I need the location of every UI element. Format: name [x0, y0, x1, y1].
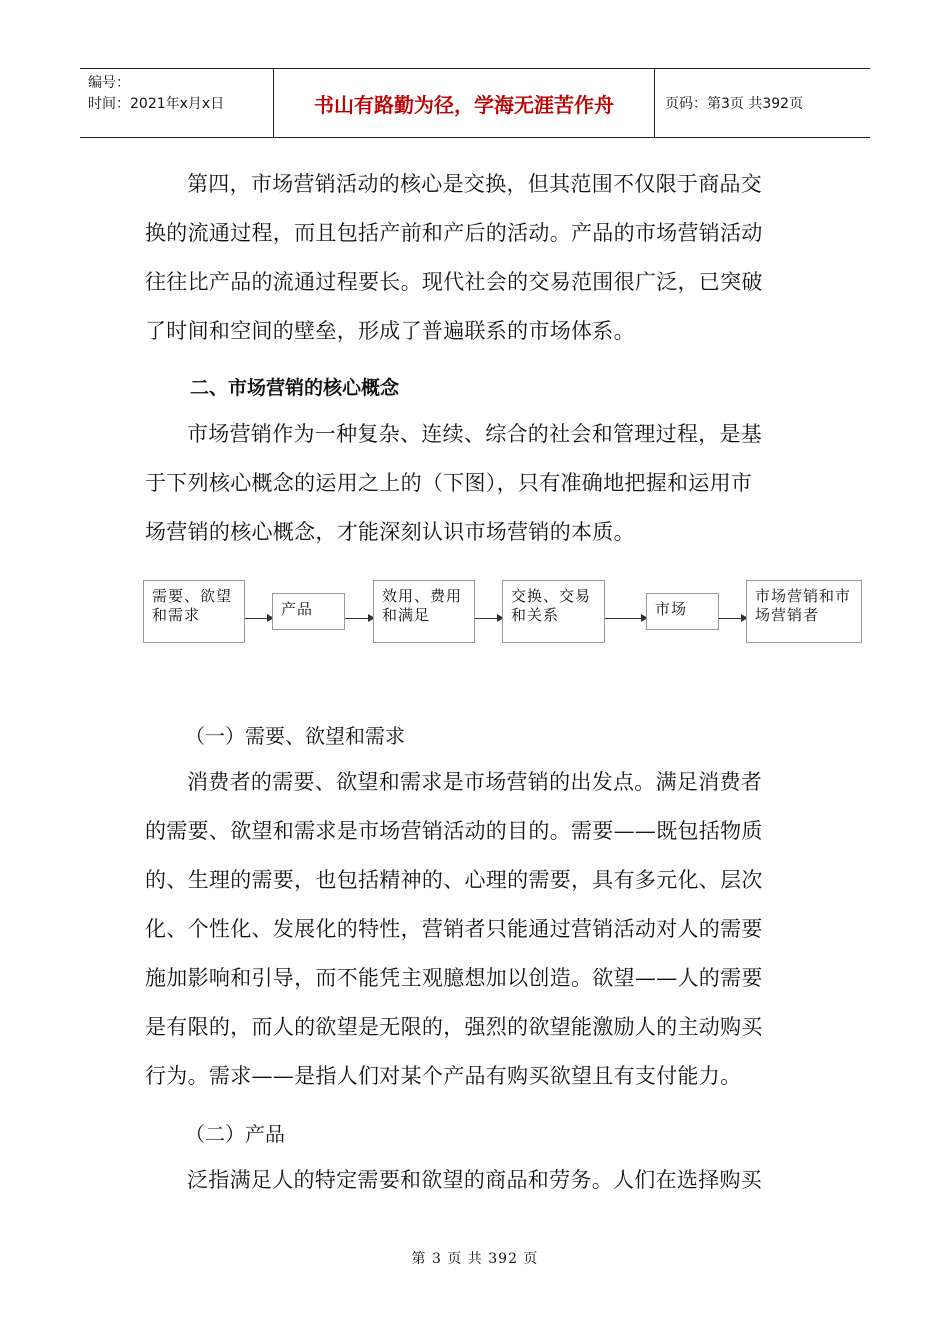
text-line: 市场营销作为一种复杂、连续、综合的社会和管理过程，是基	[187, 422, 763, 446]
text-line: 化、个性化、发展化的特性，营销者只能通过营销活动对人的需要	[145, 917, 763, 941]
flow-arrow	[245, 618, 272, 619]
text-line: 场营销的核心概念，才能深刻认识市场营销的本质。	[145, 520, 635, 544]
paragraph-3	[145, 758, 810, 1101]
flow-box-marketers: 市场营销和市场营销者	[746, 580, 862, 643]
header-page-info: 页码：第3页 共392页	[665, 96, 804, 112]
flow-box-utility: 效用、费用和满足	[373, 580, 475, 643]
text-line: 的、生理的需要，也包括精神的、心理的需要，具有多元化、层次	[145, 868, 763, 892]
text-line: 施加影响和引导，而不能凭主观臆想加以创造。欲望——人的需要	[145, 966, 763, 990]
paragraph-2	[145, 410, 810, 557]
text-line: 消费者的需要、欲望和需求是市场营销的出发点。满足消费者	[187, 770, 763, 794]
flow-box-exchange: 交换、交易和关系	[502, 580, 605, 643]
flow-box-market: 市场	[646, 593, 719, 630]
text-line: 的需要、欲望和需求是市场营销活动的目的。需要——既包括物质	[145, 819, 763, 843]
flow-arrow	[605, 618, 646, 619]
header-meta	[80, 69, 274, 137]
text-line: 泛指满足人的特定需要和欲望的商品和劳务。人们在选择购买	[187, 1168, 763, 1192]
text-line: 往往比产品的流通过程要长。现代社会的交易范围很广泛，已突破	[145, 270, 763, 294]
flow-arrow	[719, 618, 746, 619]
flow-arrow	[345, 618, 373, 619]
subheading-needs: （一）需要、欲望和需求	[185, 724, 405, 748]
flow-box-needs: 需要、欲望和需求	[143, 580, 245, 643]
text-line: 行为。需求——是指人们对某个产品有购买欲望且有支付能力。	[145, 1064, 742, 1088]
page-footer: 第 3 页 共 392 页	[411, 1251, 539, 1267]
subheading-product: （二）产品	[185, 1122, 285, 1146]
flow-arrow	[475, 618, 502, 619]
paragraph-4	[145, 1156, 810, 1205]
number-label: 编号：	[88, 75, 130, 91]
text-line: 了时间和空间的壁垒，形成了普遍联系的市场体系。	[145, 319, 635, 343]
flow-box-product: 产品	[272, 593, 345, 630]
text-line: 于下列核心概念的运用之上的（下图），只有准确地把握和运用市	[145, 471, 753, 495]
text-line: 第四，市场营销活动的核心是交换，但其范围不仅限于商品交	[187, 172, 763, 196]
text-line: 换的流通过程，而且包括产前和产后的活动。产品的市场营销活动	[145, 221, 763, 245]
text-line: 是有限的，而人的欲望是无限的，强烈的欲望能激励人的主动购买	[145, 1015, 763, 1039]
header-motto: 书山有路勤为径，学海无涯苦作舟	[274, 69, 655, 137]
time-label: 时间：2021年x月x日	[88, 96, 225, 112]
page-header	[80, 68, 870, 138]
section-heading: 二、市场营销的核心概念	[190, 377, 400, 399]
paragraph-1	[145, 160, 810, 356]
